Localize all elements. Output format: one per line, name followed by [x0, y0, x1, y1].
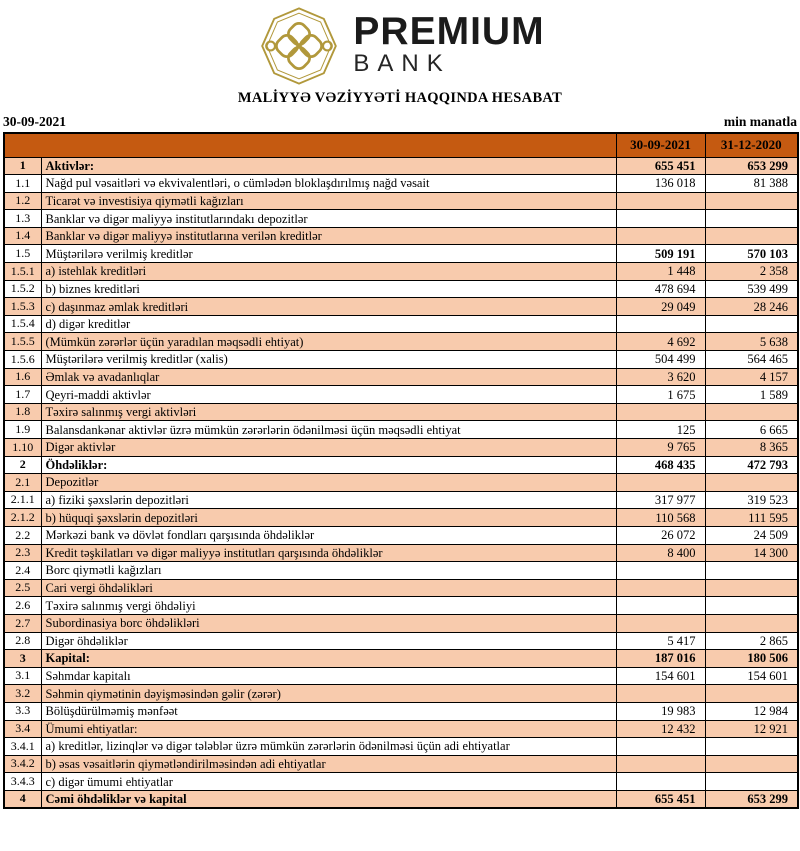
table-row	[4, 439, 798, 457]
row-value-cell-current: 187 016	[616, 650, 705, 668]
row-value-cell-current: 12 432	[616, 720, 705, 738]
row-value-cell-current: 5 417	[616, 632, 705, 650]
row-value-cell-previous: 570 103	[705, 245, 798, 263]
row-number-cell: 2.8	[4, 632, 41, 650]
row-label-cell: Öhdəliklər:	[41, 456, 616, 474]
row-value-cell-current	[616, 192, 705, 210]
table-row	[4, 421, 798, 439]
row-number-cell: 1.5	[4, 245, 41, 263]
table-row	[4, 790, 798, 808]
row-value-cell-previous	[705, 579, 798, 597]
table-row	[4, 579, 798, 597]
header-date-col-2: 31-12-2020	[705, 133, 798, 157]
row-number-cell: 2.1.1	[4, 491, 41, 509]
row-value-cell-current	[616, 614, 705, 632]
row-label-cell: Təxirə salınmış vergi aktivləri	[41, 403, 616, 421]
row-number-cell: 3	[4, 650, 41, 668]
table-row	[4, 562, 798, 580]
row-value-cell-previous: 28 246	[705, 298, 798, 316]
row-number-cell: 2.2	[4, 526, 41, 544]
row-label-cell: Banklar və digər maliyyə institutlarına verilən kreditlər	[41, 227, 616, 245]
row-value-cell-previous: 81 388	[705, 175, 798, 193]
row-label-cell: Bölüşdürülməmiş mənfəət	[41, 702, 616, 720]
row-value-cell-current: 125	[616, 421, 705, 439]
row-number-cell: 1.6	[4, 368, 41, 386]
row-value-cell-previous	[705, 562, 798, 580]
header-date-col-1: 30-09-2021	[616, 133, 705, 157]
table-row	[4, 298, 798, 316]
row-number-cell: 2.7	[4, 614, 41, 632]
bank-wordmark	[353, 10, 545, 77]
brand-name-premium: PREMIUM	[353, 10, 545, 53]
row-value-cell-previous: 24 509	[705, 526, 798, 544]
row-value-cell-previous: 6 665	[705, 421, 798, 439]
row-value-cell-previous: 539 499	[705, 280, 798, 298]
row-value-cell-previous: 111 595	[705, 509, 798, 527]
row-label-cell: Cəmi öhdəliklər və kapital	[41, 790, 616, 808]
row-label-cell: a) fiziki şəxslərin depozitləri	[41, 491, 616, 509]
row-label-cell: Kapital:	[41, 650, 616, 668]
row-label-cell: Cari vergi öhdəlikləri	[41, 579, 616, 597]
row-value-cell-current: 154 601	[616, 667, 705, 685]
row-label-cell: Mərkəzi bank və dövlət fondları qarşısında öhdəliklər	[41, 526, 616, 544]
row-value-cell-previous: 472 793	[705, 456, 798, 474]
table-row	[4, 491, 798, 509]
table-row	[4, 755, 798, 773]
row-value-cell-current: 3 620	[616, 368, 705, 386]
table-row	[4, 157, 798, 175]
table-row	[4, 702, 798, 720]
report-meta	[0, 110, 800, 130]
row-label-cell: a) kreditlər, lizinqlər və digər tələblər üzrə mümkün zərərlərin ödənilməsi üçün adi ehtiyatlar	[41, 738, 616, 756]
table-row	[4, 175, 798, 193]
table-row	[4, 351, 798, 369]
table-row	[4, 632, 798, 650]
row-label-cell: Səhmdar kapitalı	[41, 667, 616, 685]
row-number-cell: 1.5.1	[4, 263, 41, 281]
row-value-cell-current: 26 072	[616, 526, 705, 544]
row-number-cell: 3.2	[4, 685, 41, 703]
row-value-cell-current: 504 499	[616, 351, 705, 369]
row-number-cell: 1.10	[4, 439, 41, 457]
row-label-cell: Subordinasiya borc öhdəlikləri	[41, 614, 616, 632]
row-value-cell-previous	[705, 773, 798, 791]
row-value-cell-current: 4 692	[616, 333, 705, 351]
row-value-cell-previous	[705, 685, 798, 703]
row-value-cell-current: 1 448	[616, 263, 705, 281]
table-row	[4, 773, 798, 791]
table-row	[4, 192, 798, 210]
row-number-cell: 2.5	[4, 579, 41, 597]
row-value-cell-current: 509 191	[616, 245, 705, 263]
table-row	[4, 280, 798, 298]
row-number-cell: 3.1	[4, 667, 41, 685]
row-value-cell-previous	[705, 192, 798, 210]
table-row	[4, 403, 798, 421]
row-number-cell: 2.6	[4, 597, 41, 615]
row-number-cell: 1.5.2	[4, 280, 41, 298]
row-number-cell: 3.4	[4, 720, 41, 738]
row-value-cell-current: 19 983	[616, 702, 705, 720]
row-label-cell: Depozitlər	[41, 474, 616, 492]
row-number-cell: 2.1	[4, 474, 41, 492]
table-row	[4, 368, 798, 386]
row-label-cell: Əmlak və avadanlıqlar	[41, 368, 616, 386]
row-value-cell-current: 110 568	[616, 509, 705, 527]
row-value-cell-previous: 12 921	[705, 720, 798, 738]
row-value-cell-previous: 154 601	[705, 667, 798, 685]
row-number-cell: 1.5.4	[4, 315, 41, 333]
table-row	[4, 227, 798, 245]
row-value-cell-current	[616, 474, 705, 492]
row-number-cell: 2.4	[4, 562, 41, 580]
row-label-cell: c) daşınmaz əmlak kreditləri	[41, 298, 616, 316]
row-value-cell-previous: 2 358	[705, 263, 798, 281]
table-row	[4, 210, 798, 228]
row-number-cell: 2.3	[4, 544, 41, 562]
table-row	[4, 333, 798, 351]
row-label-cell: b) əsas vəsaitlərin qiymətləndirilməsindən adi ehtiyatlar	[41, 755, 616, 773]
row-label-cell: Balansdankənar aktivlər üzrə mümkün zərərlərin ödənilməsi üçün məqsədli ehtiyat	[41, 421, 616, 439]
row-value-cell-current	[616, 755, 705, 773]
row-value-cell-previous	[705, 738, 798, 756]
report-date: 30-09-2021	[3, 114, 66, 129]
row-number-cell: 1.5.3	[4, 298, 41, 316]
row-value-cell-previous: 5 638	[705, 333, 798, 351]
table-row	[4, 650, 798, 668]
row-value-cell-current: 1 675	[616, 386, 705, 404]
row-number-cell: 3.3	[4, 702, 41, 720]
row-label-cell: Banklar və digər maliyyə institutlarındakı depozitlər	[41, 210, 616, 228]
row-value-cell-current	[616, 315, 705, 333]
row-label-cell: Səhmin qiymətinin dəyişməsindən gəlir (zərər)	[41, 685, 616, 703]
row-label-cell: Müştərilərə verilmiş kreditlər (xalis)	[41, 351, 616, 369]
ornamental-knot-icon	[255, 6, 343, 86]
row-label-cell: c) digər ümumi ehtiyatlar	[41, 773, 616, 791]
row-number-cell: 1	[4, 157, 41, 175]
financial-position-table	[3, 132, 799, 809]
row-label-cell: d) digər kreditlər	[41, 315, 616, 333]
bank-logo	[0, 0, 800, 86]
row-label-cell: (Mümkün zərərlər üçün yaradılan məqsədli ehtiyat)	[41, 333, 616, 351]
table-header-row	[4, 133, 798, 157]
row-label-cell: Nağd pul vəsaitləri və ekvivalentləri, o cümlədən bloklaşdırılmış nağd vəsait	[41, 175, 616, 193]
row-value-cell-current	[616, 403, 705, 421]
row-value-cell-current	[616, 773, 705, 791]
row-value-cell-previous	[705, 755, 798, 773]
row-label-cell: Ümumi ehtiyatlar:	[41, 720, 616, 738]
table-row	[4, 614, 798, 632]
table-row	[4, 315, 798, 333]
row-label-cell: Təxirə salınmış vergi öhdəliyi	[41, 597, 616, 615]
row-value-cell-previous: 180 506	[705, 650, 798, 668]
row-number-cell: 4	[4, 790, 41, 808]
row-label-cell: b) biznes kreditləri	[41, 280, 616, 298]
row-number-cell: 1.2	[4, 192, 41, 210]
table-row	[4, 509, 798, 527]
table-row	[4, 474, 798, 492]
row-label-cell: a) istehlak kreditləri	[41, 263, 616, 281]
row-value-cell-current: 655 451	[616, 157, 705, 175]
row-value-cell-previous	[705, 315, 798, 333]
row-label-cell: Digər öhdəliklər	[41, 632, 616, 650]
row-value-cell-current	[616, 579, 705, 597]
row-value-cell-current: 9 765	[616, 439, 705, 457]
row-number-cell: 1.1	[4, 175, 41, 193]
row-number-cell: 1.5.6	[4, 351, 41, 369]
row-number-cell: 1.5.5	[4, 333, 41, 351]
table-row	[4, 720, 798, 738]
row-number-cell: 1.7	[4, 386, 41, 404]
row-value-cell-current	[616, 597, 705, 615]
row-label-cell: Kredit təşkilatları və digər maliyyə institutları qarşısında öhdəliklər	[41, 544, 616, 562]
row-label-cell: Digər aktivlər	[41, 439, 616, 457]
row-value-cell-previous: 8 365	[705, 439, 798, 457]
row-value-cell-current	[616, 210, 705, 228]
table-row	[4, 386, 798, 404]
page-title: MALİYYƏ VƏZİYYƏTİ HAQQINDA HESABAT	[237, 90, 563, 106]
row-label-cell: Borc qiymətli kağızları	[41, 562, 616, 580]
row-value-cell-previous: 4 157	[705, 368, 798, 386]
row-value-cell-current	[616, 738, 705, 756]
row-value-cell-previous: 564 465	[705, 351, 798, 369]
row-value-cell-previous: 2 865	[705, 632, 798, 650]
row-label-cell: Qeyri-maddi aktivlər	[41, 386, 616, 404]
row-number-cell: 2	[4, 456, 41, 474]
row-value-cell-current: 468 435	[616, 456, 705, 474]
row-value-cell-previous: 653 299	[705, 790, 798, 808]
table-row	[4, 456, 798, 474]
row-value-cell-previous: 14 300	[705, 544, 798, 562]
row-value-cell-current: 655 451	[616, 790, 705, 808]
row-value-cell-current: 478 694	[616, 280, 705, 298]
row-value-cell-previous: 653 299	[705, 157, 798, 175]
row-number-cell: 3.4.3	[4, 773, 41, 791]
row-value-cell-previous	[705, 227, 798, 245]
row-number-cell: 1.4	[4, 227, 41, 245]
row-value-cell-current: 136 018	[616, 175, 705, 193]
table-row	[4, 738, 798, 756]
header-empty-cell	[4, 133, 616, 157]
row-value-cell-previous	[705, 210, 798, 228]
row-number-cell: 3.4.2	[4, 755, 41, 773]
row-value-cell-previous	[705, 474, 798, 492]
row-value-cell-current: 29 049	[616, 298, 705, 316]
table-row	[4, 544, 798, 562]
row-number-cell: 1.9	[4, 421, 41, 439]
table-row	[4, 245, 798, 263]
table-row	[4, 263, 798, 281]
row-number-cell: 1.8	[4, 403, 41, 421]
table-row	[4, 597, 798, 615]
row-number-cell: 1.3	[4, 210, 41, 228]
row-number-cell: 3.4.1	[4, 738, 41, 756]
table-row	[4, 685, 798, 703]
row-number-cell: 2.1.2	[4, 509, 41, 527]
row-value-cell-previous	[705, 403, 798, 421]
row-value-cell-previous	[705, 597, 798, 615]
table-row	[4, 667, 798, 685]
row-value-cell-current: 8 400	[616, 544, 705, 562]
row-value-cell-current: 317 977	[616, 491, 705, 509]
row-value-cell-current	[616, 685, 705, 703]
row-label-cell: b) hüquqi şəxslərin depozitləri	[41, 509, 616, 527]
row-value-cell-previous: 12 984	[705, 702, 798, 720]
table-row	[4, 526, 798, 544]
row-value-cell-previous: 319 523	[705, 491, 798, 509]
row-value-cell-current	[616, 562, 705, 580]
row-label-cell: Ticarət və investisiya qiymətli kağızları	[41, 192, 616, 210]
unit-label: min manatla	[723, 114, 797, 129]
row-label-cell: Müştərilərə verilmiş kreditlər	[41, 245, 616, 263]
row-value-cell-previous: 1 589	[705, 386, 798, 404]
row-value-cell-current	[616, 227, 705, 245]
row-value-cell-previous	[705, 614, 798, 632]
brand-name-bank: BANK	[353, 50, 451, 77]
row-label-cell: Aktivlər:	[41, 157, 616, 175]
